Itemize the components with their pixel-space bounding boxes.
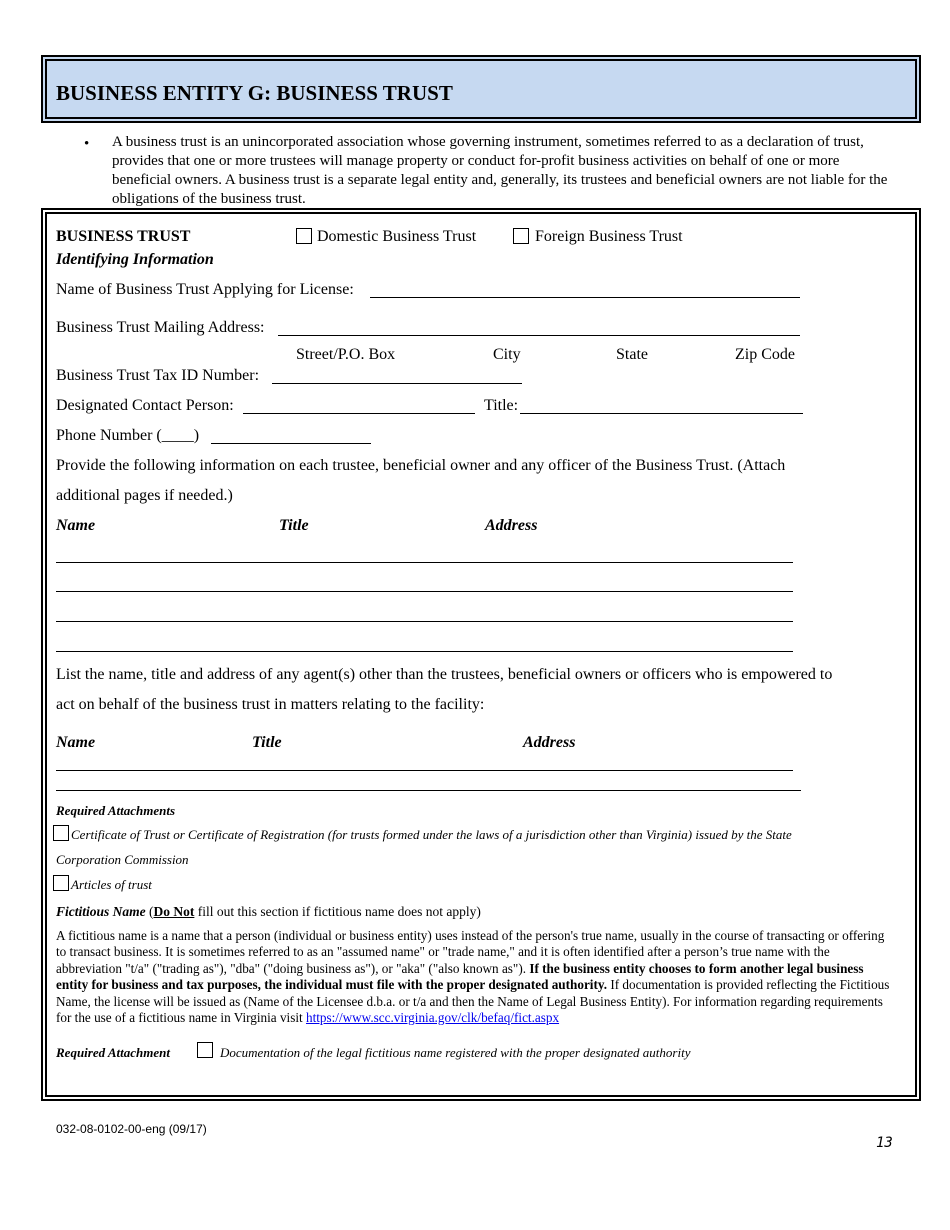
fictitious-note: fill out this section if fictitious name does not apply) <box>194 904 481 919</box>
state-caption: State <box>616 346 648 363</box>
section-subtitle: Identifying Information <box>56 251 214 268</box>
domestic-trust-label: Domestic Business Trust <box>317 228 477 245</box>
contact-person-label: Designated Contact Person: <box>56 397 234 414</box>
contact-title-field[interactable] <box>520 413 803 414</box>
page-number: 13 <box>876 1135 893 1151</box>
articles-label: Articles of trust <box>71 877 152 892</box>
mailing-address-field[interactable] <box>278 335 800 336</box>
certificate-label-line1: Certificate of Trust or Certificate of Registration (for trusts formed under the laws of a jurisdiction other than Virginia) issued by the State <box>71 827 792 842</box>
fictitious-para-bold: If the business entity chooses to form another legal business entity for business and tax purposes, the individual must file with the proper designated authority. <box>56 960 864 993</box>
certificate-checkbox[interactable] <box>53 825 69 841</box>
agent-entry-line[interactable] <box>56 770 793 771</box>
domestic-trust-checkbox[interactable] <box>296 228 312 244</box>
trustee-entry-line[interactable] <box>56 621 793 622</box>
contact-person-field[interactable] <box>243 413 475 414</box>
zip-caption: Zip Code <box>735 346 795 363</box>
trustee-entry-line[interactable] <box>56 591 793 592</box>
city-caption: City <box>493 346 521 363</box>
trust-name-field[interactable] <box>370 297 800 298</box>
mailing-address-label: Business Trust Mailing Address: <box>56 319 265 336</box>
street-caption: Street/P.O. Box <box>296 346 396 363</box>
fictitious-para-part1: A fictitious name is a name that a person (individual or business entity) uses instead of the person's true name, usually in the course of transacting or offering to transact business. It is sometimes referred to as an "assumed name" or "trade name," and it is often identified after a person’s true name with the abbreviation "t/a" ("trading as"), "dba" ("doing business as"), or "aka" ("also known as"). <box>56 928 885 976</box>
phone-label: Phone Number (____) <box>56 427 200 444</box>
form-code: 032-08-0102-00-eng (09/17) <box>56 1122 207 1136</box>
agent-title-header: Title <box>252 734 282 751</box>
phone-field[interactable] <box>211 443 371 444</box>
page-title: BUSINESS ENTITY G: BUSINESS TRUST <box>56 81 453 105</box>
certificate-label-line2: Corporation Commission <box>56 852 189 867</box>
bullet-icon: • <box>84 136 90 152</box>
contact-title-label: Title: <box>484 397 519 414</box>
fictitious-link[interactable]: https://www.scc.virginia.gov/clk/befaq/fict.aspx <box>305 1010 560 1026</box>
section-title: BUSINESS TRUST <box>56 228 191 245</box>
trust-name-label: Name of Business Trust Applying for License: <box>56 281 354 298</box>
tax-id-label: Business Trust Tax ID Number: <box>56 367 260 384</box>
agent-instruction-line2: act on behalf of the business trust in matters relating to the facility: <box>56 696 485 713</box>
trustee-entry-line[interactable] <box>56 562 793 563</box>
agent-name-header: Name <box>56 734 96 751</box>
fictitious-doc-checkbox[interactable] <box>197 1042 213 1058</box>
tax-id-field[interactable] <box>272 383 522 384</box>
agent-instruction-line1: List the name, title and address of any agent(s) other than the trustees, beneficial owners or officers who is empowered to <box>56 666 833 683</box>
fictitious-paren: ( <box>145 904 154 919</box>
agent-entry-line[interactable] <box>56 790 801 791</box>
fictitious-heading <box>56 904 481 920</box>
trustee-name-header: Name <box>56 517 96 534</box>
fictitious-title: Fictitious Name <box>56 904 146 919</box>
trustee-title-header: Title <box>279 517 309 534</box>
fictitious-doc-label: Documentation of the legal fictitious name registered with the proper designated authority <box>220 1045 691 1060</box>
trustee-instruction-line1: Provide the following information on each trustee, beneficial owner and any officer of the Business Trust. (Attach <box>56 457 786 474</box>
fictitious-paragraph <box>56 928 894 1026</box>
agent-address-header: Address <box>523 734 576 751</box>
intro-text: A business trust is an unincorporated association whose governing instrument, sometimes referred to as a declaration of trust, provides that one or more trustees will manage property or conduct for-profit business activities on behalf of one or more beneficial owners. A business trust is a separate legal entity and, generally, its trustees and beneficial owners are not liable for the obligations of the business trust. <box>112 134 888 207</box>
foreign-trust-label: Foreign Business Trust <box>535 228 683 245</box>
articles-checkbox[interactable] <box>53 875 69 891</box>
trustee-instruction-line2: additional pages if needed.) <box>56 487 233 504</box>
trustee-entry-line[interactable] <box>56 651 793 652</box>
foreign-trust-checkbox[interactable] <box>513 228 529 244</box>
trustee-address-header: Address <box>485 517 538 534</box>
required-attachments-title: Required Attachments <box>56 803 176 818</box>
fictitious-para-part2: If documentation is provided reflecting the Fictitious Name, the license will be issued as (Name of the Licensee d.b.a. or t/a and then the Name of Legal Business Entity). For information regarding requirements for the use of a fictitious name in Virginia visit <box>56 977 890 1026</box>
fictitious-do-not: Do Not <box>153 904 195 919</box>
required-attachment-label: Required Attachment <box>56 1045 170 1060</box>
